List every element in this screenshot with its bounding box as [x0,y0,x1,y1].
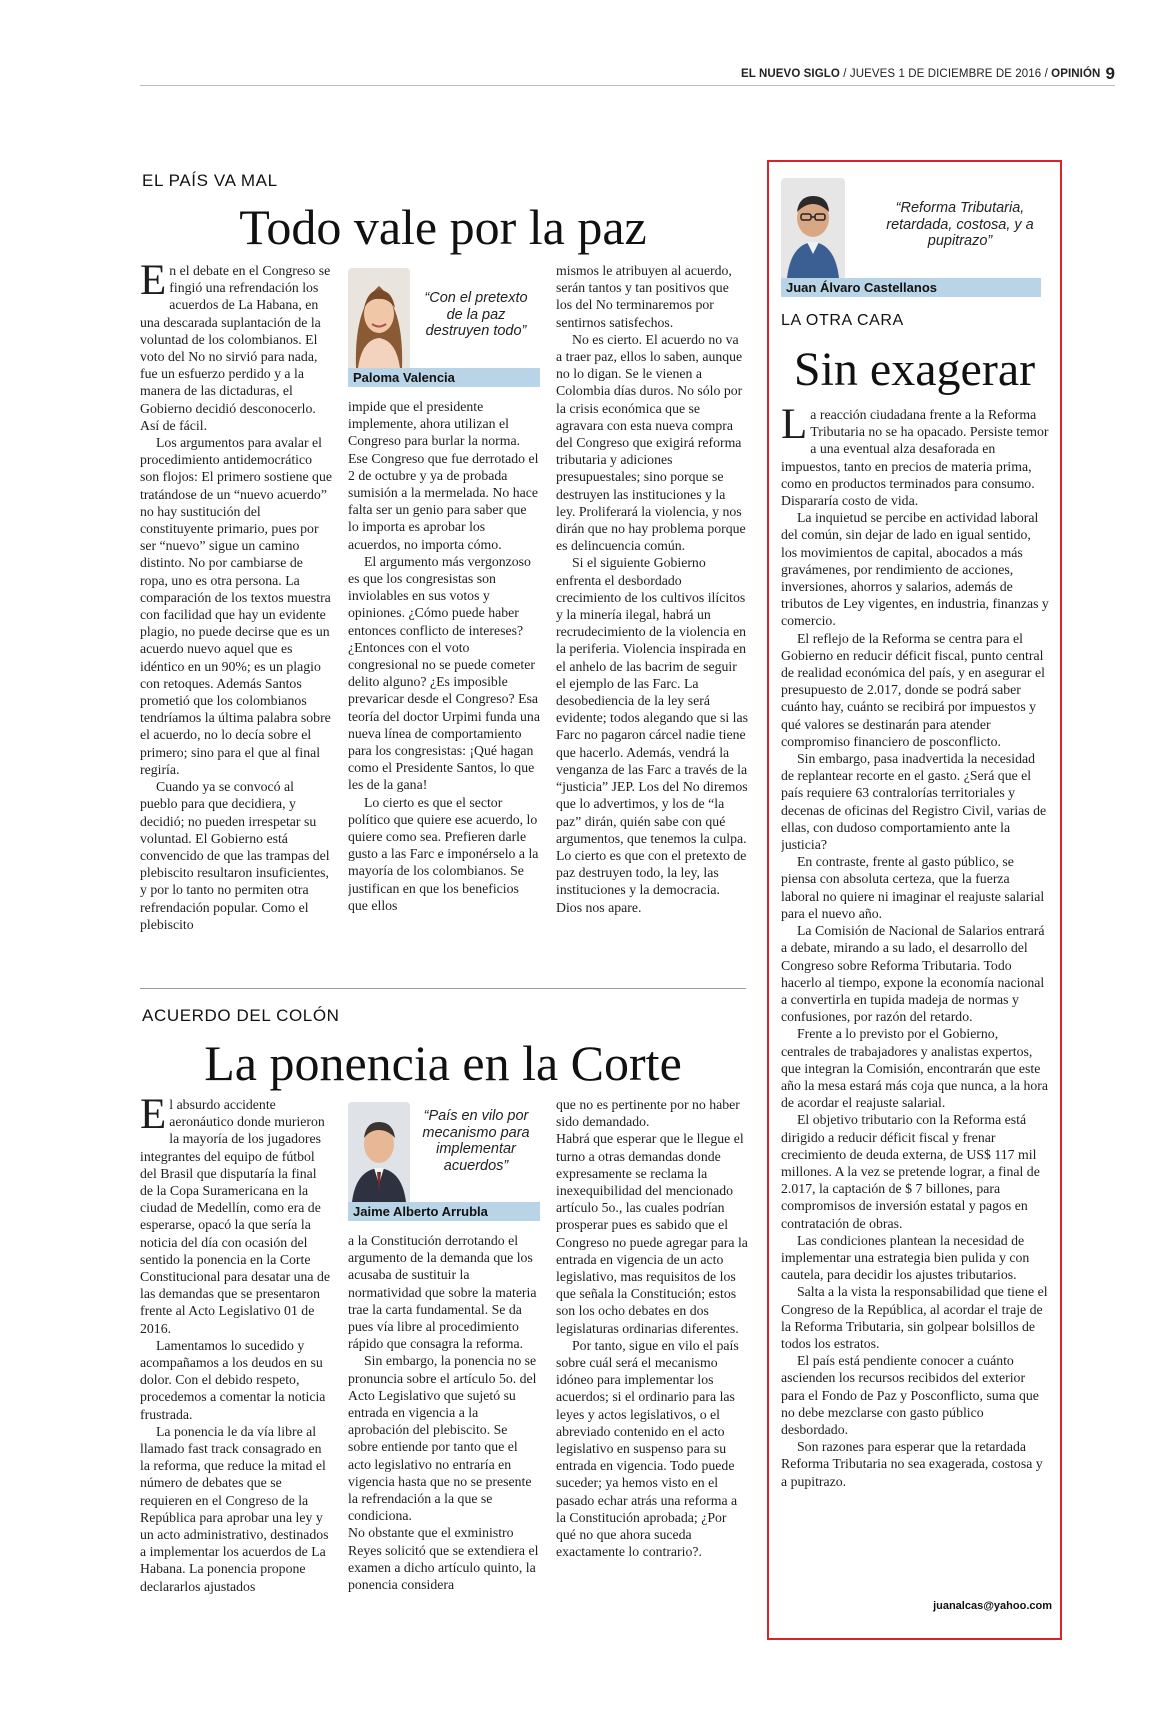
sidebar-paragraph: Salta a la vista la responsabilidad que tiene el Congreso de la República, al acordar el traje de la Reforma Tributaria, sin golpear bolsillos de todos los estratos. [781,1284,1048,1351]
article1-column-2 [348,398,540,948]
author-photo [348,1102,410,1202]
article2-author-name: Jaime Alberto Arrubla [348,1202,540,1221]
article2-column-1 [140,1096,332,1614]
article2-column-2 [348,1232,540,1614]
page-number: 9 [1105,64,1115,83]
article2-paragraph: Habrá que esperar que le llegue el turno a otras demandas donde expresamente se reclama la inexequibilidad del mencionado artículo 5o., las cuales podrían prosperar pues es sabido que el Congreso no puede agregar para la entrada en vigencia de un acto legislativo, mas requisitos de los que señala la Constitución; estos son los ocho debates en dos legislaturas ordinarias diferentes. [556,1131,748,1336]
article2-pull-quote: “País en vilo por mecanismo para implementar acuerdos” [422,1108,530,1174]
article1-pull-quote: “Con el pretexto de la paz destruyen todo” [424,290,528,339]
article2-column-3 [556,1096,748,1614]
article1-paragraph: Lo cierto es que el sector político que quiere ese acuerdo, lo quiere como sea. Prefieren darle gusto a las Farc e imponérselo a la mayoría de los colombianos. Se justifican en que los beneficios que ellos [348,794,539,913]
article1-paragraph: En el debate en el Congreso se fingió una refrendación los acuerdos de La Habana, en una descarada suplantación de la voluntad de los colombianos. El voto del No no sirvió para nada, fue un esfuerzo perdido y a la manera de las dictaduras, el Gobierno decidió desconocerlo. Así de fácil. [140,262,331,433]
article2-paragraph: que no es pertinente por no haber sido demandado. [556,1097,740,1130]
article2-paragraph: Sin embargo, la ponencia no se pronuncia sobre el artículo 5o. del Acto Legislativo que sujetó su entrada en vigencia a la aprobación del plebiscito. Se sobre entiende por tanto que el acto legislativo no entraría en vigencia hasta que no se presente la refrendación a la que se condiciona. [348,1353,537,1524]
author-email: juanalcas@yahoo.com [933,1600,1052,1612]
sidebar-paragraph: Sin embargo, pasa inadvertida la necesidad de replantear recorte en el gasto. ¿Será que el país requiere 63 contralorías territoriales y decenas de oficinas del Registro Civil, varias de ellas, con dudoso comportamiento ante la justicia? [781,751,1047,853]
author-photo [781,178,845,278]
sidebar-paragraph: La reacción ciudadana frente a la Reforma Tributaria no se ha opacado. Persiste temor a una eventual alza desaforada en impuestos, tanto en precios de materia prima, como en productos terminados para consumo. Dispararía costo de vida. [781,406,1049,509]
section-name: OPINIÓN [1051,68,1101,80]
article1-paragraph: Cuando ya se convocó al pueblo para que decidiera, y decidió; no pueden irrespetar su voluntad. El Gobierno está convencido de que las trampas del plebiscito resultaron insuficientes, y por lo tanto no permiten otra refrendación popular. Como el plebiscito [140,779,330,932]
article1-column-1 [140,262,332,948]
article2-paragraph: El absurdo accidente aeronáutico donde murieron la mayoría de los jugadores integrantes del equipo de fútbol del Brasil que disputaría la final de la Copa Suramericana en la ciudad de Medellín, como era de esperarse, opacó la que sería la noticia del día con ocasión del sentido la ponencia en la Corte Constitucional para desatar una de las demandas que se presentaron frente al Acto Legislativo 01 de 2016. [140,1096,331,1336]
drop-cap: E [140,262,167,304]
article1-author-block [348,268,540,388]
sidebar-author-name: Juan Álvaro Castellanos [781,278,1041,297]
newspaper-name: EL NUEVO SIGLO [740,68,840,80]
page-header [140,62,1115,86]
author-photo [348,268,410,368]
article2-paragraph: La ponencia le da vía libre al llamado fast track consagrado en la reforma, que reduce la mitad el número de debates que se requieren en el Congreso de la República para aprobar una ley y un acto administrativo, destinados a implementar los acuerdos de La Habana. La ponencia propone declararlos ajustados [140,1423,329,1594]
drop-cap: E [140,1096,167,1138]
article1-paragraph: Los argumentos para avalar el procedimiento antidemocrático son flojos: El primero sostiene que tratándose de un “nuevo acuerdo” no hay sustitución del constituyente primario, pues por ser “nuevo” sigue un camino distinto. No por cambiarse de ropa, uno es otra persona. La comparación de los textos muestra con facilidad que hay un evidente plagio, no puede decirse que es un acuerdo nuevo aquel que es idéntico en un 90%; es un plagio con retoques. Además Santos prometió que los colombianos tendríamos la última palabra sobre el acuerdo, no lo decía sobre el primero; sino para el que al final regiría. [140,435,332,777]
sidebar-kicker: LA OTRA CARA [781,312,904,329]
sidebar-column-box [767,160,1062,1640]
article1-paragraph: El argumento más vergonzoso es que los congresistas son inviolables en sus votos y opiniones. ¿Cómo puede haber entonces conflicto de intereses? ¿Entonces con el voto congresional no se puede cometer delito alguno? ¿Es imposible prevaricar desde el Congreso? Esa teoría del doctor Urpimi funda una nueva línea de comportamiento para los congresistas: ¡Qué hagan como el Presidente Santos, lo que les de la gana! [348,553,540,793]
drop-cap: L [781,406,808,448]
article2-paragraph: No obstante que el exministro Reyes solicitó que se extendiera el examen a dicho artículo quinto, la ponencia considera [348,1525,539,1593]
article2-kicker: ACUERDO DEL COLÓN [142,1006,340,1025]
article1-headline: Todo vale por la paz [239,199,647,255]
sidebar-paragraph: La Comisión de Nacional de Salarios entrará a debate, mirando a su lado, el desarrollo del Congreso sobre Reforma Tributaria. Todo hacerlo al tiempo, expone la economía nacional a convertirla en tupida madeja de normas y confusiones, por razón del retardo. [781,923,1045,1025]
article1-paragraph: No es cierto. El acuerdo no va a traer paz, ellos lo saben, aunque no lo digan. Se le vienen a Colombia días duros. No sólo por la crisis económica que se agravara con esta nueva compra del Congreso que exigirá reforma tributaria y adiciones presupuestales; sino porque se destruyen las instituciones y la ley. Proliferará la violencia, y nos dirán que no hay problema porque es delincuencia común. [556,331,746,554]
article2-paragraph: Lamentamos lo sucedido y acompañamos a los deudos en su dolor. Con el debido respeto, procedemos a comentar la noticia frustrada. [140,1337,326,1422]
sidebar-paragraph: El reflejo de la Reforma se centra para el Gobierno en reducir déficit fiscal, punto central de realidad económica del país, y en asegurar el presupuesto de 2.017, donde se podrá saber cuánto hay, cuánto se recibirá por impuestos y qué valores se destinarán para atender compromiso financiero de posconflicto. [781,630,1045,749]
sidebar-paragraph: Son razones para esperar que la retardada Reforma Tributaria no sea exagerada, costosa y a pupitrazo. [781,1439,1043,1489]
sidebar-headline: Sin exagerar [793,343,1036,396]
sidebar-pull-quote: “Reforma Tributaria, retardada, costosa, y a pupitrazo” [886,200,1034,249]
sidebar-author-block [781,178,1051,298]
sidebar-paragraph: Las condiciones plantean la necesidad de implementar una estrategia bien pulida y con cautela, para decidir los ajustes tributarios. [781,1232,1030,1283]
issue-date: / JUEVES 1 DE DICIEMBRE DE 2016 / [839,68,1052,80]
sidebar-paragraph: El país está pendiente conocer a cuánto ascienden los recursos recibidos del exterior para el Fondo de Paz y Posconflicto, suma que no debe mezclarse con gasto público desbordado. [781,1353,1039,1437]
article2-paragraph: Por tanto, sigue en vilo el país sobre cuál será el mecanismo idóneo para implementar los acuerdos; si el ordinario para las leyes y actos legislativos, o el abreviado contenido en el acto legislativo en suspenso para su entrada en vigencia. Todo puede suceder; ya hemos visto en el pasado echar atrás una reforma a la Constitución aprobada; ¿Por qué no que ahora suceda exactamente lo contrario?. [556,1337,739,1560]
article1-kicker: EL PAÍS VA MAL [142,171,278,190]
article2-paragraph: a la Constitución derrotando el argumento de la demanda que los acusaba de sustituir la normatividad que sobre la materia trae la carta fundamental. Se da pues vía libre al procedimiento rápido que consagra la reforma. [348,1233,537,1352]
section-divider [140,988,746,989]
article1-paragraph: impide que el presidente implemente, ahora utilizan el Congreso para burlar la norma. Ese Congreso que fue derrotado el 2 de octubre y ya de probada sumisión a la mermelada. No hace falta ser un genio para saber que lo importa es aprobar los acuerdos, no importa cómo. [348,399,539,552]
article1-author-name: Paloma Valencia [348,368,540,387]
article1-paragraph: Si el siguiente Gobierno enfrenta el desbordado crecimiento de los cultivos ilícitos y la minería ilegal, habrá un recrudecimiento de la violencia en la periferia. Violencia inspirada en el anhelo de las bacrim de seguir el ejemplo de las Farc. La desobediencia de la ley será evidente; todos alegando que si las Farc no pagaron cárcel nadie tiene que hacerlo. Además, vendrá la venganza de las Farc a través de la “justicia” JEP. Los del No diremos que lo advertimos, y los de “la paz” dirán, quién sabe con qué argumentos, que tenemos la culpa. Lo cierto es que con el pretexto de paz destruyen todo, la ley, las instituciones y la democracia. Dios nos apare. [556,555,748,915]
sidebar-paragraph: Frente a lo previsto por el Gobierno, centrales de trabajadores y analistas expertos, que integran la Comisión, encontrarán que este año la mesa estará más coja que nunca, a la hora de acordar el reajuste salarial. [781,1026,1048,1111]
sidebar-paragraph: En contraste, frente al gasto público, se piensa con absoluta certeza, que la fuerza laboral no quiere ni imaginar el reajuste salarial para el nuevo año. [781,854,1045,921]
header-line [741,64,1115,84]
sidebar-article-body [781,406,1049,1596]
sidebar-paragraph: La inquietud se percibe en actividad laboral del común, sin dejar de lado en igual sentido, los movimientos de capital, abocados a más gravámenes, por rendimiento de acciones, inversiones, ahorros y salarios, además de tributos de Ley vigentes, en industria, finanzas y comercio. [781,510,1049,629]
article1-paragraph: mismos le atribuyen al acuerdo, serán tantos y tan positivos que los del No terminaremos por sentirnos satisfechos. [556,263,732,330]
article2-author-block [348,1102,540,1222]
article1-column-3 [556,262,748,948]
sidebar-paragraph: El objetivo tributario con la Reforma está dirigido a reducir déficit fiscal y frenar crecimiento de deuda externa, de US$ 117 mil millones. A la vez se pretende lograr, a final de 2.017, la captación de $ 7 billones, para compromisos de inversión estatal y pagos en contratación de obras. [781,1112,1040,1231]
article2-headline: La ponencia en la Corte [204,1035,682,1091]
